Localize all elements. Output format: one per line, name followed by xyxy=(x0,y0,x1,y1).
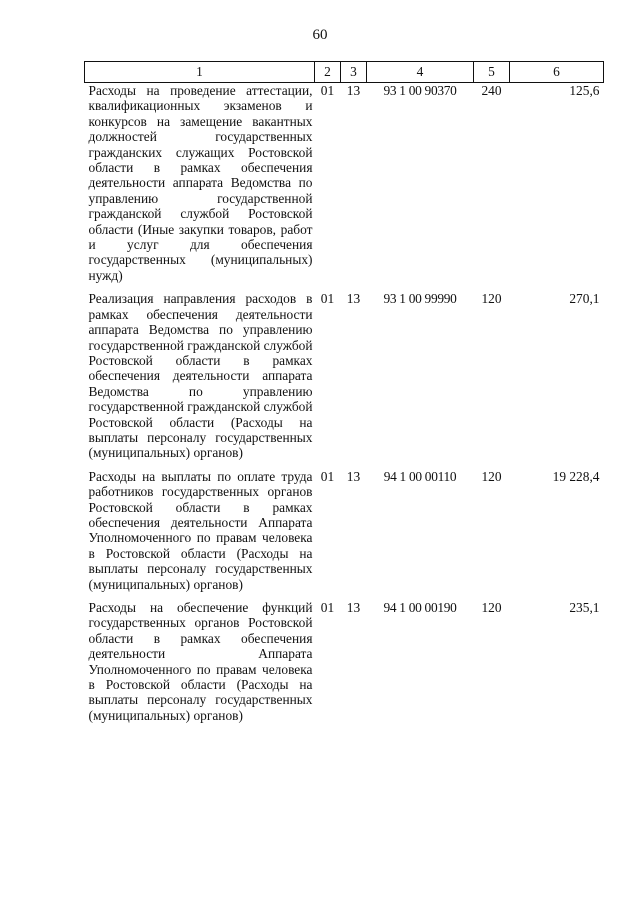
header-col-1: 1 xyxy=(85,62,315,83)
table-row xyxy=(85,600,604,731)
row-pr: 13 xyxy=(346,600,361,615)
table-row xyxy=(85,83,604,292)
header-row xyxy=(85,62,604,83)
row-amount: 270,1 xyxy=(569,291,600,307)
row-amount: 125,6 xyxy=(569,83,600,98)
row-vr: 120 xyxy=(481,468,502,484)
row-rz: 01 xyxy=(320,600,335,615)
row-csr: 93 1 00 99990 xyxy=(383,291,457,307)
header-col-4: 4 xyxy=(367,62,474,83)
row-rz: 01 xyxy=(320,291,335,307)
row-vr: 120 xyxy=(481,291,502,307)
row-pr: 13 xyxy=(346,468,361,484)
row-rz: 01 xyxy=(320,468,335,484)
table-row xyxy=(85,469,604,600)
table-row xyxy=(85,291,604,468)
budget-table xyxy=(84,61,604,731)
row-vr: 120 xyxy=(481,600,502,615)
row-csr: 93 1 00 90370 xyxy=(383,83,457,98)
page-number: 60 xyxy=(312,27,328,43)
row-amount: 235,1 xyxy=(569,600,600,615)
row-vr: 240 xyxy=(481,83,502,98)
row-description: Расходы на выплаты по оплате труда работников государственных органов Ростовской области в рамках обеспечения деятельности Аппарата Уполномоченного по правам человека в Ростовской области (Расходы на выплаты персоналу государственных (муниципальных) органов) xyxy=(88,468,313,592)
row-rz: 01 xyxy=(320,83,335,98)
table-header xyxy=(85,62,604,83)
row-csr: 94 1 00 00110 xyxy=(383,468,457,484)
row-description: Расходы на обеспечение функций государственных органов Ростовской области в рамках обеспечения деятельности Аппарата Уполномоченного по правам человека в Ростовской области (Расходы на выплаты персоналу государственных (муниципальных) органов) xyxy=(88,600,313,723)
table-body xyxy=(85,83,604,732)
row-csr: 94 1 00 00190 xyxy=(383,600,457,615)
header-col-6: 6 xyxy=(510,62,604,83)
header-col-5: 5 xyxy=(474,62,510,83)
header-col-2: 2 xyxy=(315,62,341,83)
row-description: Расходы на проведение аттестации, квалификационных экзаменов и конкурсов на замещение вакантных должностей государственных гражданских служащих Ростовской области в рамках обеспечения деятельности аппарата Ведомства по управлению государственной гражданской службой Ростовской области (Иные закупки товаров, работ и услуг для обеспечения государственных (муниципальных) нужд) xyxy=(88,83,313,283)
row-pr: 13 xyxy=(346,291,361,307)
row-amount: 19 228,4 xyxy=(552,468,600,484)
header-col-3: 3 xyxy=(341,62,367,83)
row-pr: 13 xyxy=(346,83,361,98)
row-description: Реализация направления расходов в рамках обеспечения деятельности аппарата Ведомства по управлению государственной гражданской службой Ростовской области в рамках обеспечения деятельности аппарата Ведомства по управлению государственной гражданской службой Ростовской области (Расходы на выплаты персоналу государственных (муниципальных) органов) xyxy=(88,291,313,461)
